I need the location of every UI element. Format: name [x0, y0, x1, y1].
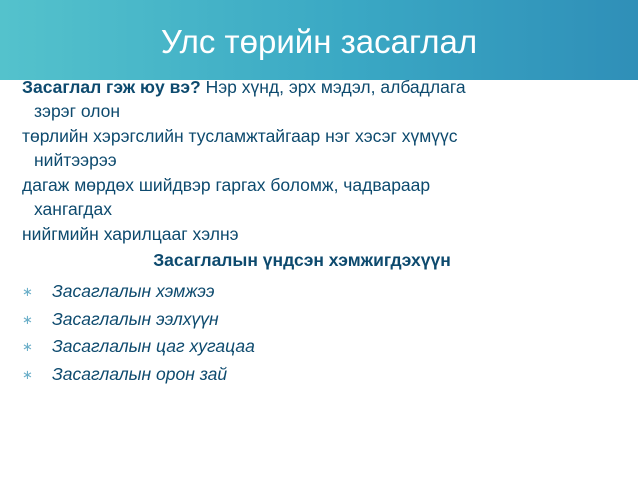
- asterisk-bullet-icon: ∗: [22, 284, 33, 299]
- paragraph-continuation: нийтээрээ: [34, 149, 117, 170]
- list-item-text: Засаглалын ээлхүүн: [52, 308, 219, 329]
- list-item: [22, 333, 622, 361]
- asterisk-bullet-icon: ∗: [22, 339, 33, 354]
- list-item-text: Засаглалын орон зай: [52, 363, 228, 384]
- paragraph-text: төрлийн хэрэгслийн тусламжтайгаар нэг хэсэг хүмүүс: [22, 126, 458, 146]
- slide-title: Улс төрийн засаглал: [160, 23, 478, 60]
- list-item: [22, 361, 622, 389]
- slide-body: [22, 76, 622, 388]
- section-heading: Засаглалын үндсэн хэмжигдэхүүн: [153, 249, 451, 270]
- paragraph-text: нийгмийн харилцааг хэлнэ: [22, 224, 239, 244]
- paragraph-text: Нэр хүнд, эрх мэдэл, албадлага: [200, 77, 466, 97]
- asterisk-bullet-icon: ∗: [22, 366, 33, 382]
- list-item-text: Засаглалын хэмжээ: [52, 281, 215, 301]
- dimension-list: [22, 278, 622, 388]
- paragraph-text: дагаж мөрдөх шийдвэр гаргах боломж, чадвараар: [22, 175, 431, 195]
- paragraph-continuation: зэрэг олон: [34, 100, 121, 121]
- list-item: [22, 278, 622, 306]
- paragraph-continuation: хангагдах: [34, 198, 112, 219]
- definition-paragraph-1: [22, 76, 622, 123]
- definition-paragraph-3: [22, 174, 622, 221]
- list-item: [22, 306, 622, 334]
- definition-paragraph-4: [22, 223, 622, 247]
- definition-paragraph-2: [22, 125, 622, 172]
- definition-question: Засаглал гэж юу вэ?: [22, 77, 201, 97]
- asterisk-bullet-icon: ∗: [22, 311, 33, 327]
- list-item-text: Засаглалын цаг хугацаа: [52, 336, 255, 356]
